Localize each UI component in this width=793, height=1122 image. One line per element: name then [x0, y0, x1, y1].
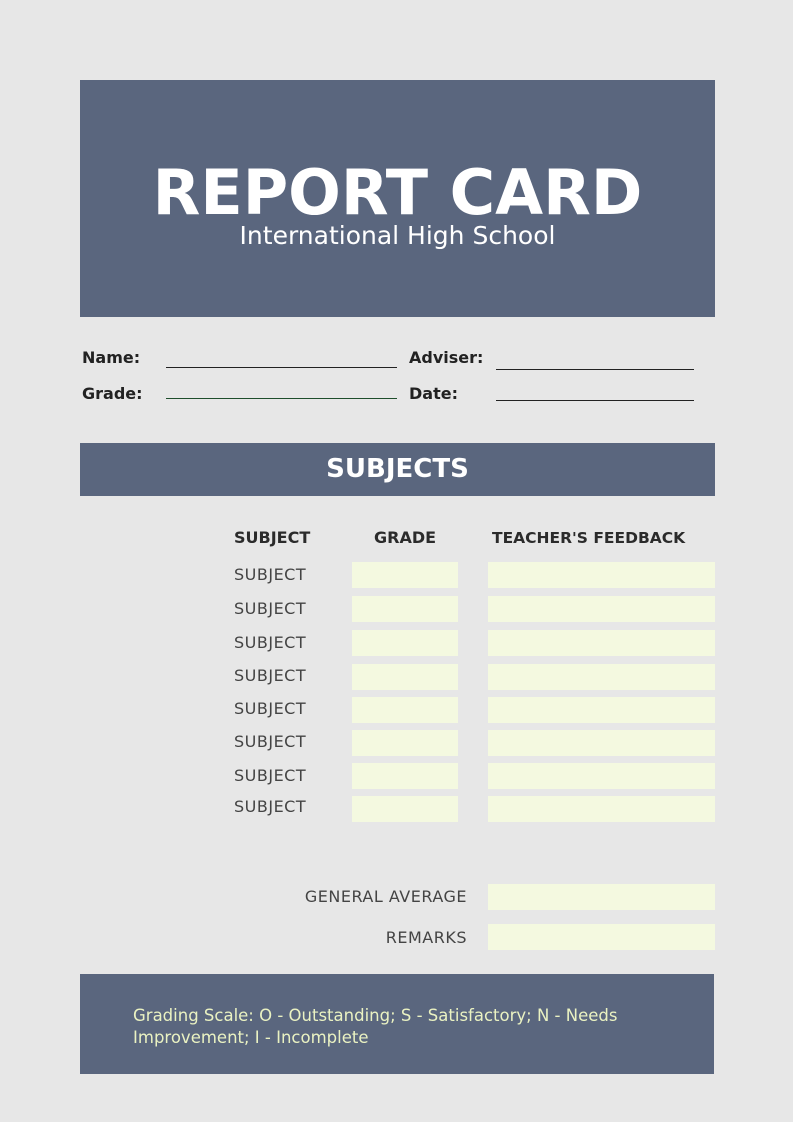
date-label: Date:: [409, 384, 458, 403]
grading-scale-footer: [80, 974, 714, 1074]
general-average-field[interactable]: [488, 884, 715, 910]
grade-cell[interactable]: [352, 730, 458, 756]
name-label: Name:: [82, 348, 141, 367]
date-field[interactable]: [496, 400, 694, 401]
feedback-cell[interactable]: [488, 697, 715, 723]
subject-row-label: SUBJECT: [234, 797, 307, 816]
report-header: [80, 80, 715, 317]
subject-row-label: SUBJECT: [234, 699, 307, 718]
grade-cell[interactable]: [352, 630, 458, 656]
grade-cell[interactable]: [352, 596, 458, 622]
feedback-cell[interactable]: [488, 763, 715, 789]
grade-cell[interactable]: [352, 562, 458, 588]
feedback-cell[interactable]: [488, 630, 715, 656]
remarks-label: REMARKS: [385, 928, 467, 947]
name-field[interactable]: [166, 367, 397, 368]
adviser-label: Adviser:: [409, 348, 484, 367]
subject-row-label: SUBJECT: [234, 565, 307, 584]
grade-cell[interactable]: [352, 664, 458, 690]
feedback-cell[interactable]: [488, 562, 715, 588]
school-name: International High School: [239, 221, 556, 250]
grade-cell[interactable]: [352, 796, 458, 822]
adviser-field[interactable]: [496, 369, 694, 370]
grade-field[interactable]: [166, 398, 397, 399]
subjects-band: SUBJECTS: [80, 443, 715, 496]
grading-scale-text: Grading Scale: O - Outstanding; S - Satisfactory; N - Needs Improvement; I - Incomplete: [133, 1006, 618, 1047]
grade-cell[interactable]: [352, 763, 458, 789]
general-average-label: GENERAL AVERAGE: [304, 887, 467, 906]
feedback-cell[interactable]: [488, 730, 715, 756]
feedback-cell[interactable]: [488, 796, 715, 822]
feedback-cell[interactable]: [488, 664, 715, 690]
subject-row-label: SUBJECT: [234, 732, 307, 751]
column-header-grade: GRADE: [374, 528, 437, 547]
subject-row-label: SUBJECT: [234, 633, 307, 652]
remarks-field[interactable]: [488, 924, 715, 950]
column-header-subject: SUBJECT: [234, 528, 311, 547]
feedback-cell[interactable]: [488, 596, 715, 622]
column-header-feedback: TEACHER'S FEEDBACK: [492, 529, 686, 547]
subject-row-label: SUBJECT: [234, 666, 307, 685]
subject-row-label: SUBJECT: [234, 599, 307, 618]
report-title: REPORT CARD: [152, 156, 643, 229]
grade-cell[interactable]: [352, 697, 458, 723]
subject-row-label: SUBJECT: [234, 766, 307, 785]
grade-label: Grade:: [82, 384, 143, 403]
